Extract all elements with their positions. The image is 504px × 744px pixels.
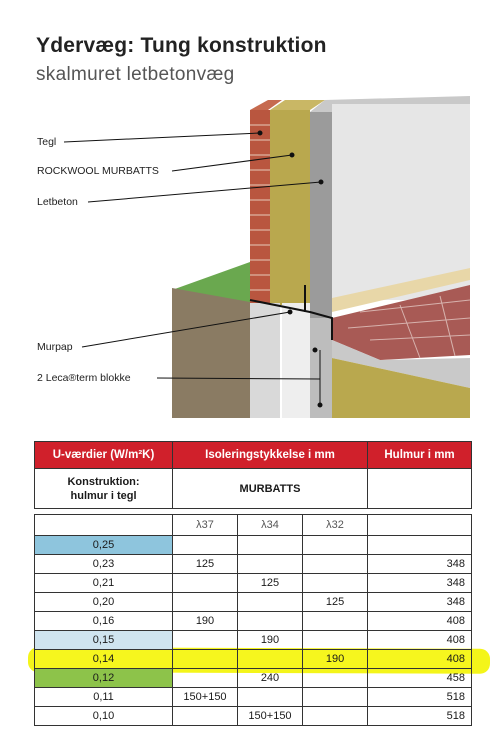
table-cell-l37 <box>173 574 238 593</box>
table-cell-u: 0,16 <box>35 612 173 631</box>
table-cell-u: 0,14 <box>35 650 173 669</box>
table-cell-u: 0,10 <box>35 707 173 726</box>
leca-block-right <box>282 303 310 418</box>
table-cell-l34 <box>238 650 303 669</box>
table-cell-l34: 240 <box>238 669 303 688</box>
table-cell-hulmur: 408 <box>368 631 472 650</box>
table-cell-hulmur: 458 <box>368 669 472 688</box>
table-cell-l37 <box>173 536 238 555</box>
table-row <box>35 688 472 707</box>
table-cell-u: 0,25 <box>35 536 173 555</box>
table-cell-u: 0,23 <box>35 555 173 574</box>
table-cell-u: 0,21 <box>35 574 173 593</box>
table-cell-l32 <box>303 612 368 631</box>
label-tegl: Tegl <box>37 136 57 148</box>
table-cell-hulmur: 518 <box>368 707 472 726</box>
table-cell-l37: 190 <box>173 612 238 631</box>
table-row <box>35 536 472 555</box>
interior-wall <box>332 104 470 300</box>
table-cell-l37 <box>173 631 238 650</box>
table-cell-l32: 190 <box>303 650 368 669</box>
page-title: Ydervæg: Tung konstruktion <box>36 34 327 57</box>
table-cell-l32 <box>303 669 368 688</box>
table-cell-hulmur: 348 <box>368 574 472 593</box>
table-cell-hulmur: 518 <box>368 688 472 707</box>
label-leca: 2 Leca®term blokke <box>37 372 131 384</box>
page-subtitle: skalmuret letbetonvæg <box>36 64 235 85</box>
table-construction-row <box>35 469 472 509</box>
table-cell-l34: 125 <box>238 574 303 593</box>
header-hulmur: Hulmur i mm <box>368 442 472 469</box>
label-murbatts: ROCKWOOL MURBATTS <box>37 165 159 177</box>
label-letbeton: Letbeton <box>37 196 78 208</box>
table-cell-l32 <box>303 574 368 593</box>
table-cell-l37 <box>173 650 238 669</box>
lambda-37: λ37 <box>173 515 238 536</box>
table-cell-l34 <box>238 536 303 555</box>
lambda-32: λ32 <box>303 515 368 536</box>
u-value-table <box>34 441 472 726</box>
insulation <box>270 110 310 305</box>
leca-block-left <box>250 303 280 418</box>
table-cell-l32 <box>303 555 368 574</box>
construction-empty <box>368 469 472 509</box>
header-thickness: Isoleringstykkelse i mm <box>173 442 368 469</box>
table-cell-l34: 190 <box>238 631 303 650</box>
table-cell-l34 <box>238 555 303 574</box>
table-lambda-row <box>35 515 472 536</box>
table-row <box>35 631 472 650</box>
table-cell-l32 <box>303 688 368 707</box>
table-row <box>35 669 472 688</box>
table-cell-l34: 150+150 <box>238 707 303 726</box>
table-header-row <box>35 442 472 469</box>
construction-label: Konstruktion: hulmur i tegl <box>35 469 173 509</box>
table-cell-l32 <box>303 536 368 555</box>
table-cell-hulmur: 348 <box>368 555 472 574</box>
table-row <box>35 555 472 574</box>
table-cell-l37 <box>173 593 238 612</box>
header-u-values: U-værdier (W/m²K) <box>35 442 173 469</box>
table-row <box>35 593 472 612</box>
table-cell-l37 <box>173 707 238 726</box>
product-name: MURBATTS <box>173 469 368 509</box>
table-cell-hulmur: 348 <box>368 593 472 612</box>
table-cell-l34 <box>238 612 303 631</box>
table-cell-l32: 125 <box>303 593 368 612</box>
table-cell-u: 0,12 <box>35 669 173 688</box>
table-cell-hulmur <box>368 536 472 555</box>
table-row <box>35 612 472 631</box>
table-row <box>35 650 472 669</box>
table-cell-u: 0,11 <box>35 688 173 707</box>
brick-wall <box>250 110 270 303</box>
table-cell-l37 <box>173 669 238 688</box>
table-cell-u: 0,15 <box>35 631 173 650</box>
table-row <box>35 574 472 593</box>
table-cell-l37: 150+150 <box>173 688 238 707</box>
table-cell-l37: 125 <box>173 555 238 574</box>
table-cell-l34 <box>238 688 303 707</box>
table-cell-u: 0,20 <box>35 593 173 612</box>
table-cell-l32 <box>303 631 368 650</box>
letbeton-side <box>310 112 332 320</box>
soil <box>172 288 250 418</box>
table-row <box>35 707 472 726</box>
lambda-34: λ34 <box>238 515 303 536</box>
label-murpap: Murpap <box>37 341 73 353</box>
table-cell-l34 <box>238 593 303 612</box>
table-cell-hulmur: 408 <box>368 650 472 669</box>
table-cell-l32 <box>303 707 368 726</box>
table-cell-hulmur: 408 <box>368 612 472 631</box>
